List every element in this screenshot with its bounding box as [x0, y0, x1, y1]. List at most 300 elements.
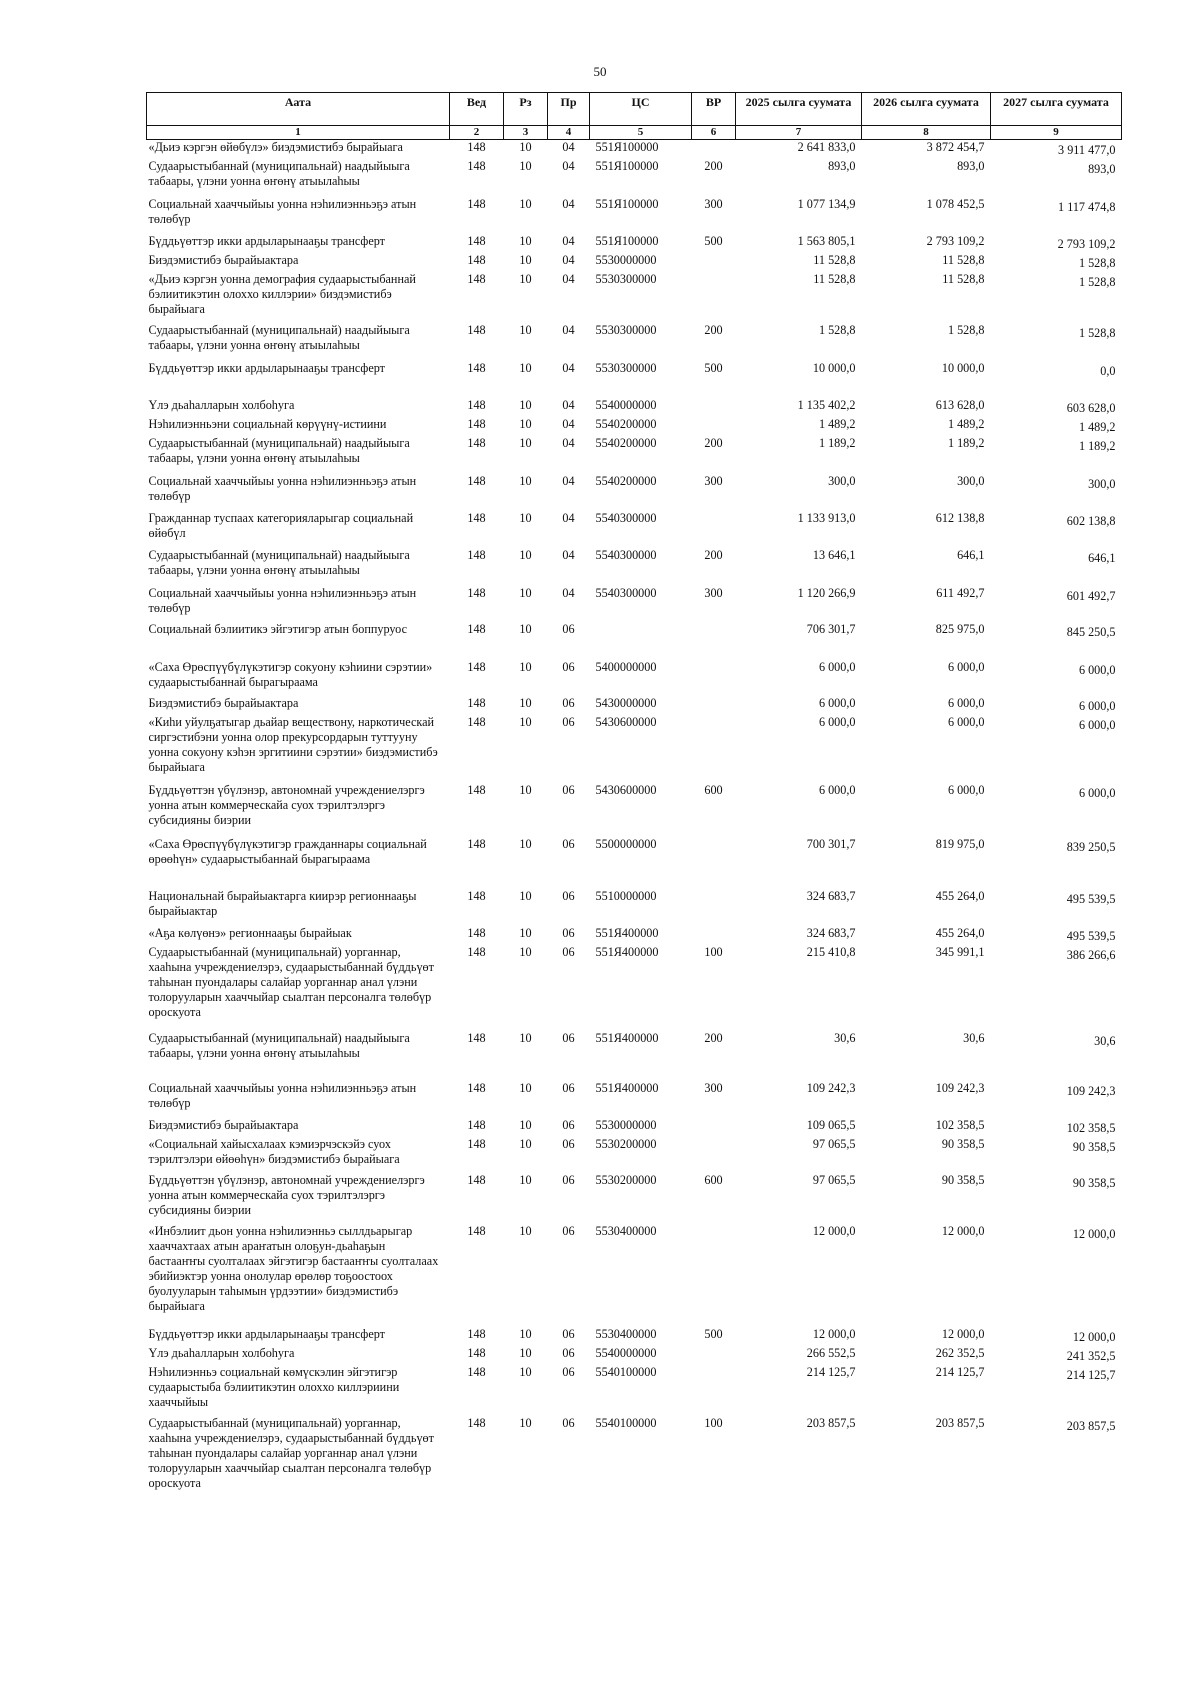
row-rz: 10	[519, 360, 532, 375]
row-ved: 148	[467, 1030, 486, 1045]
row-name: Бүддьүөттэн үбүлэнэр, автономнай учреждениелэргэ уонна атын коммерческайа суох тэрилтэлэргэ субсидияны биэрии	[148, 1172, 425, 1217]
row-amount-2025: 215 410,8	[806, 944, 856, 959]
col-number: 3	[504, 126, 548, 140]
row-vr	[692, 837, 736, 889]
column-number-row	[147, 126, 1122, 140]
row-vr	[692, 272, 736, 323]
row-vr: 200	[704, 547, 723, 562]
row-amount-2027: 241 352,5	[1066, 1348, 1116, 1363]
row-rz: 10	[519, 585, 532, 600]
row-ved: 148	[467, 695, 486, 710]
row-cs-code: 5540000000	[595, 1345, 657, 1360]
row-pr: 04	[562, 140, 575, 154]
page-number: 50	[593, 64, 607, 79]
table-row	[147, 837, 1122, 889]
row-rz: 10	[519, 888, 532, 903]
row-amount-2025: 11 528,8	[813, 271, 856, 286]
row-pr: 04	[562, 435, 575, 450]
row-amount-2025: 12 000,0	[812, 1326, 856, 1341]
row-cs-code: 551Я400000	[595, 944, 659, 959]
row-pr: 06	[562, 888, 575, 903]
table-row	[147, 1031, 1122, 1081]
row-vr: 300	[704, 196, 723, 211]
row-amount-2027: 386 266,6	[1066, 947, 1116, 962]
row-vr: 600	[704, 782, 723, 797]
table-row	[147, 417, 1122, 436]
table-row	[147, 889, 1122, 926]
row-amount-2025: 6 000,0	[818, 714, 856, 729]
row-amount-2025: 6 000,0	[818, 782, 856, 797]
row-amount-2027: 30,6	[1094, 1033, 1116, 1048]
row-rz: 10	[519, 1364, 532, 1379]
row-pr: 04	[562, 360, 575, 375]
row-vr	[692, 1137, 736, 1173]
row-pr: 06	[562, 621, 575, 636]
row-amount-2027: 602 138,8	[1066, 513, 1116, 528]
row-cs-code: 551Я400000	[595, 925, 659, 940]
row-rz: 10	[519, 1345, 532, 1360]
row-name: Гражданнар туспаах категорияларыгар социальнай өйөбүл	[148, 510, 414, 540]
row-vr	[692, 660, 736, 696]
row-name: Судаарыстыбаннай (муниципальнай) наадыйыыга табаары, үлэни уонна өҥөнү атыылаһыы	[148, 547, 410, 577]
row-amount-2025: 30,6	[834, 1030, 856, 1045]
row-pr: 06	[562, 1172, 575, 1187]
row-ved: 148	[467, 659, 486, 674]
row-amount-2027: 839 250,5	[1066, 839, 1116, 854]
row-amount-2027: 601 492,7	[1066, 588, 1116, 603]
row-vr: 200	[704, 435, 723, 450]
row-pr: 04	[562, 397, 575, 412]
row-amount-2027: 603 628,0	[1066, 400, 1116, 415]
col-number: 4	[548, 126, 590, 140]
row-amount-2027: 3 911 477,0	[1058, 143, 1116, 157]
row-cs-code: 5530400000	[595, 1223, 657, 1238]
row-rz: 10	[519, 1223, 532, 1238]
row-name: Социальнай хааччыйыы уонна нэһилиэнньэҕэ атын төлөбүр	[148, 1080, 417, 1110]
table-row	[147, 197, 1122, 234]
row-rz: 10	[519, 1326, 532, 1341]
row-amount-2027: 6 000,0	[1078, 785, 1116, 800]
col-number: 1	[147, 126, 450, 140]
row-name: Нэһилиэнньэни социальнай көрүүнү-истиини	[148, 416, 387, 431]
table-header	[147, 93, 1122, 140]
row-amount-2025: 214 125,7	[806, 1364, 856, 1379]
row-name: «Дьиэ кэргэн уонна демография судаарыстыбаннай бэлиитикэтин олоххо киллэрии» биэдэмистибэ бырайыага	[148, 271, 416, 316]
row-name: Бүддьүөттэр икки ардыларынааҕы трансферт	[148, 1326, 385, 1341]
row-vr: 200	[704, 158, 723, 173]
row-rz: 10	[519, 158, 532, 173]
row-amount-2027: 845 250,5	[1066, 624, 1116, 639]
row-pr: 06	[562, 836, 575, 851]
row-rz: 10	[519, 196, 532, 211]
row-cs-code: 5540100000	[595, 1364, 657, 1379]
row-amount-2027: 203 857,5	[1066, 1418, 1116, 1433]
row-ved: 148	[467, 473, 486, 488]
row-amount-2026: 819 975,0	[935, 836, 985, 851]
table-row	[147, 1365, 1122, 1416]
row-amount-2025: 266 552,5	[806, 1345, 856, 1360]
row-amount-2025: 1 077 134,9	[797, 196, 856, 211]
row-amount-2026: 6 000,0	[947, 714, 985, 729]
row-pr: 04	[562, 158, 575, 173]
row-ved: 148	[467, 585, 486, 600]
row-ved: 148	[467, 397, 486, 412]
row-vr: 200	[704, 322, 723, 337]
row-name: Биэдэмистибэ бырайыактара	[148, 1117, 299, 1132]
row-amount-2025: 97 065,5	[812, 1136, 856, 1151]
row-amount-2026: 12 000,0	[941, 1326, 985, 1341]
row-name: Социальнай бэлиитикэ эйгэтигэр атын боппуруос	[148, 621, 407, 636]
row-pr: 06	[562, 944, 575, 959]
row-amount-2025: 11 528,8	[813, 252, 856, 267]
row-name: Судаарыстыбаннай (муниципальнай) уорганнар, хааһына учреждениелэрэ, судаарыстыбаннай бүддьүөт таһынан пуондалары салайар уорганнар анал үлэни толорууларын хааччыйар сыалтан персоналга төлөбүр ороскуота	[148, 1415, 434, 1490]
row-amount-2025: 1 133 913,0	[797, 510, 856, 525]
row-cs-code	[590, 622, 692, 660]
row-amount-2026: 300,0	[957, 473, 985, 488]
table-row	[147, 660, 1122, 696]
row-amount-2026: 102 358,5	[935, 1117, 985, 1132]
row-cs-code: 5530400000	[595, 1326, 657, 1341]
row-pr: 06	[562, 714, 575, 729]
row-amount-2026: 10 000,0	[941, 360, 985, 375]
row-vr	[692, 253, 736, 272]
row-cs-code: 5500000000	[595, 836, 657, 851]
row-ved: 148	[467, 944, 486, 959]
row-pr: 04	[562, 322, 575, 337]
row-pr: 06	[562, 1326, 575, 1341]
row-amount-2025: 13 646,1	[812, 547, 856, 562]
row-amount-2025: 700 301,7	[806, 836, 856, 851]
row-amount-2026: 203 857,5	[935, 1415, 985, 1430]
row-name: Судаарыстыбаннай (муниципальнай) наадыйыыга табаары, үлэни уонна өҥөнү атыылаһыы	[148, 322, 410, 352]
row-rz: 10	[519, 944, 532, 959]
row-vr	[692, 1224, 736, 1327]
col-number: 6	[692, 126, 736, 140]
table-row	[147, 1173, 1122, 1224]
row-rz: 10	[519, 925, 532, 940]
row-name: Биэдэмистибэ бырайыактара	[148, 252, 299, 267]
row-cs-code: 5530300000	[595, 360, 657, 375]
row-pr: 06	[562, 1364, 575, 1379]
row-pr: 04	[562, 416, 575, 431]
row-amount-2027: 12 000,0	[1072, 1226, 1116, 1241]
table-row	[147, 1224, 1122, 1327]
row-ved: 148	[467, 925, 486, 940]
row-amount-2025: 1 528,8	[818, 322, 856, 337]
row-amount-2027: 1 528,8	[1078, 274, 1116, 289]
table-row	[147, 398, 1122, 417]
row-amount-2025: 10 000,0	[812, 360, 856, 375]
table-row	[147, 159, 1122, 197]
row-name: Социальнай хааччыйыы уонна нэһилиэнньэҕэ атын төлөбүр	[148, 196, 417, 226]
row-ved: 148	[467, 836, 486, 851]
table-body	[147, 140, 1122, 1502]
col-number: 9	[991, 126, 1122, 140]
row-amount-2026: 646,1	[957, 547, 985, 562]
row-amount-2025: 324 683,7	[806, 888, 856, 903]
row-amount-2025: 109 065,5	[806, 1117, 856, 1132]
header-vr: ВР	[692, 93, 736, 126]
row-cs-code: 5430000000	[595, 695, 657, 710]
row-ved: 148	[467, 360, 486, 375]
row-ved: 148	[467, 510, 486, 525]
row-cs-code: 5530200000	[595, 1136, 657, 1151]
row-ved: 148	[467, 1223, 486, 1238]
row-amount-2027: 109 242,3	[1066, 1083, 1116, 1098]
row-amount-2026: 612 138,8	[935, 510, 985, 525]
row-rz: 10	[519, 836, 532, 851]
row-amount-2025: 1 189,2	[818, 435, 856, 450]
row-pr: 04	[562, 252, 575, 267]
row-pr: 06	[562, 782, 575, 797]
row-amount-2025: 6 000,0	[818, 695, 856, 710]
row-name: «Аҕа көлүөнэ» регионнааҕы бырайыак	[148, 925, 352, 940]
row-amount-2026: 6 000,0	[947, 659, 985, 674]
row-ved: 148	[467, 196, 486, 211]
row-name: Судаарыстыбаннай (муниципальнай) уорганнар, хааһына учреждениелэрэ, судаарыстыбаннай бүддьүөт таһынан пуондалары салайар уорганнар анал үлэни толорууларын хааччыйар сыалтан персоналга төлөбүр ороскуота	[148, 944, 434, 1019]
row-amount-2026: 6 000,0	[947, 695, 985, 710]
row-ved: 148	[467, 1172, 486, 1187]
row-vr: 300	[704, 473, 723, 488]
row-ved: 148	[467, 271, 486, 286]
row-amount-2027: 2 793 109,2	[1057, 236, 1116, 251]
row-cs-code: 5430600000	[595, 714, 657, 729]
row-name: Судаарыстыбаннай (муниципальнай) наадыйыыга табаары, үлэни уонна өҥөнү атыылаһыы	[148, 435, 410, 465]
row-amount-2026: 6 000,0	[947, 782, 985, 797]
row-rz: 10	[519, 782, 532, 797]
col-number: 2	[450, 126, 504, 140]
row-cs-code: 551Я100000	[595, 140, 659, 154]
row-rz: 10	[519, 695, 532, 710]
row-ved: 148	[467, 158, 486, 173]
row-ved: 148	[467, 1364, 486, 1379]
row-ved: 148	[467, 782, 486, 797]
row-rz: 10	[519, 510, 532, 525]
row-pr: 04	[562, 585, 575, 600]
row-amount-2026: 214 125,7	[935, 1364, 985, 1379]
row-rz: 10	[519, 714, 532, 729]
row-amount-2025: 893,0	[828, 158, 856, 173]
row-vr	[692, 889, 736, 926]
row-rz: 10	[519, 547, 532, 562]
table-row	[147, 926, 1122, 945]
row-rz: 10	[519, 416, 532, 431]
header-ved: Вед	[450, 93, 504, 126]
row-vr: 300	[704, 1080, 723, 1095]
row-amount-2025: 6 000,0	[818, 659, 856, 674]
table-row	[147, 234, 1122, 253]
col-number: 5	[590, 126, 692, 140]
row-rz: 10	[519, 397, 532, 412]
row-amount-2025: 97 065,5	[812, 1172, 856, 1187]
col-number: 8	[862, 126, 991, 140]
row-cs-code: 551Я400000	[595, 1030, 659, 1045]
row-name: Үлэ дьаһалларын холбоһуга	[148, 397, 295, 412]
row-pr: 04	[562, 547, 575, 562]
table-row	[147, 272, 1122, 323]
row-ved: 148	[467, 416, 486, 431]
row-pr: 04	[562, 473, 575, 488]
budget-table	[146, 92, 1122, 1502]
row-ved: 148	[467, 1345, 486, 1360]
table-row	[147, 715, 1122, 783]
row-name: «Социальнай хайысхалаах кэмиэрчэскэйэ суох тэрилтэлэри өйөөһүн» биэдэмистибэ бырайыага	[148, 1136, 400, 1166]
row-pr: 04	[562, 196, 575, 211]
row-amount-2025: 12 000,0	[812, 1223, 856, 1238]
table-row	[147, 253, 1122, 272]
row-rz: 10	[519, 1030, 532, 1045]
row-name: Социальнай хааччыйыы уонна нэһилиэнньэҕэ атын төлөбүр	[148, 473, 417, 503]
row-amount-2026: 2 793 109,2	[926, 233, 985, 248]
row-vr	[692, 926, 736, 945]
row-vr: 500	[704, 1326, 723, 1341]
row-rz: 10	[519, 1172, 532, 1187]
row-amount-2027: 646,1	[1088, 550, 1116, 565]
row-cs-code: 5530000000	[595, 1117, 657, 1132]
row-amount-2027: 1 489,2	[1078, 419, 1116, 434]
header-2027: 2027 сылга суумата	[991, 93, 1122, 126]
table-row	[147, 1327, 1122, 1346]
row-cs-code: 5530200000	[595, 1172, 657, 1187]
row-amount-2026: 262 352,5	[935, 1345, 985, 1360]
row-rz: 10	[519, 322, 532, 337]
row-amount-2025: 324 683,7	[806, 925, 856, 940]
row-cs-code: 5540300000	[595, 510, 657, 525]
row-cs-code: 551Я100000	[595, 158, 659, 173]
row-vr	[692, 140, 736, 159]
row-cs-code: 5540300000	[595, 585, 657, 600]
row-amount-2027: 90 358,5	[1072, 1175, 1116, 1190]
row-cs-code: 551Я400000	[595, 1080, 659, 1095]
row-amount-2026: 11 528,8	[942, 271, 985, 286]
row-amount-2027: 102 358,5	[1066, 1120, 1116, 1135]
row-amount-2025: 706 301,7	[806, 621, 856, 636]
row-amount-2025: 1 120 266,9	[797, 585, 856, 600]
row-pr: 06	[562, 1117, 575, 1132]
table-row	[147, 436, 1122, 474]
table-row	[147, 1081, 1122, 1118]
row-amount-2026: 1 528,8	[947, 322, 985, 337]
header-row	[147, 93, 1122, 126]
table-row	[147, 783, 1122, 837]
table-row	[147, 361, 1122, 398]
row-pr: 06	[562, 1080, 575, 1095]
row-rz: 10	[519, 1117, 532, 1132]
row-ved: 148	[467, 1117, 486, 1132]
row-cs-code: 5540200000	[595, 416, 657, 431]
row-amount-2026: 1 189,2	[947, 435, 985, 450]
row-vr: 500	[704, 360, 723, 375]
row-cs-code: 551Я100000	[595, 196, 659, 211]
table-row	[147, 323, 1122, 361]
row-amount-2026: 90 358,5	[941, 1136, 985, 1151]
row-rz: 10	[519, 435, 532, 450]
row-amount-2026: 1 489,2	[947, 416, 985, 431]
row-amount-2027: 1 528,8	[1078, 255, 1116, 270]
row-name: «Саха Өрөспүүбүлүкэтигэр гражданнары социальнай өрөөһүн» судаарыстыбаннай бырагыраама	[148, 836, 427, 866]
row-vr	[692, 398, 736, 417]
row-vr	[692, 696, 736, 715]
row-amount-2027: 214 125,7	[1066, 1367, 1116, 1382]
budget-table-container	[146, 92, 1121, 1502]
row-amount-2026: 345 991,1	[935, 944, 985, 959]
row-rz: 10	[519, 1136, 532, 1151]
header-cs: ЦС	[590, 93, 692, 126]
row-vr: 200	[704, 1030, 723, 1045]
row-vr: 100	[704, 944, 723, 959]
row-amount-2026: 109 242,3	[935, 1080, 985, 1095]
row-rz: 10	[519, 1415, 532, 1430]
row-name: Бүддьүөттэр икки ардыларынааҕы трансферт	[148, 360, 385, 375]
row-amount-2026: 611 492,7	[936, 585, 985, 600]
row-cs-code: 5540100000	[595, 1415, 657, 1430]
row-amount-2025: 1 135 402,2	[797, 397, 856, 412]
table-row	[147, 474, 1122, 511]
row-pr: 04	[562, 233, 575, 248]
row-name: Судаарыстыбаннай (муниципальнай) наадыйыыга табаары, үлэни уонна өҥөнү атыылаһыы	[148, 158, 410, 188]
row-cs-code: 5430600000	[595, 782, 657, 797]
row-cs-code: 5400000000	[595, 659, 657, 674]
row-vr	[692, 1346, 736, 1365]
row-amount-2025: 300,0	[828, 473, 856, 488]
row-name: «Дьиэ кэргэн өйөбүлэ» биэдэмистибэ бырайыага	[148, 140, 403, 154]
row-amount-2026: 1 078 452,5	[926, 196, 985, 211]
row-ved: 148	[467, 547, 486, 562]
row-name: Социальнай хааччыйыы уонна нэһилиэнньэҕэ атын төлөбүр	[148, 585, 417, 615]
row-amount-2025: 203 857,5	[806, 1415, 856, 1430]
row-amount-2027: 1 189,2	[1078, 438, 1116, 453]
row-rz: 10	[519, 271, 532, 286]
row-ved: 148	[467, 140, 486, 154]
row-ved: 148	[467, 322, 486, 337]
row-pr: 06	[562, 1030, 575, 1045]
row-ved: 148	[467, 233, 486, 248]
row-amount-2027: 1 117 474,8	[1058, 199, 1116, 214]
row-amount-2027: 300,0	[1088, 476, 1116, 491]
table-row	[147, 696, 1122, 715]
row-pr: 06	[562, 1345, 575, 1360]
row-vr: 100	[704, 1415, 723, 1430]
row-pr: 06	[562, 659, 575, 674]
row-amount-2027: 1 528,8	[1078, 325, 1116, 340]
header-2025: 2025 сылга суумата	[736, 93, 862, 126]
row-amount-2026: 455 264,0	[935, 888, 985, 903]
row-amount-2026: 825 975,0	[935, 621, 985, 636]
row-cs-code: 5530300000	[595, 322, 657, 337]
row-vr	[692, 1365, 736, 1416]
row-ved: 148	[467, 888, 486, 903]
row-amount-2027: 6 000,0	[1078, 698, 1116, 713]
row-vr	[692, 715, 736, 783]
row-name: Үлэ дьаһалларын холбоһуга	[148, 1345, 295, 1360]
row-amount-2026: 893,0	[957, 158, 985, 173]
row-vr: 600	[704, 1172, 723, 1187]
row-amount-2026: 11 528,8	[942, 252, 985, 267]
header-2026: 2026 сылга суумата	[862, 93, 991, 126]
row-amount-2026: 455 264,0	[935, 925, 985, 940]
table-row	[147, 1416, 1122, 1502]
header-pr: Пр	[548, 93, 590, 126]
row-cs-code: 5530000000	[595, 252, 657, 267]
table-row	[147, 1346, 1122, 1365]
row-name: Судаарыстыбаннай (муниципальнай) наадыйыыга табаары, үлэни уонна өҥөнү атыылаһыы	[148, 1030, 410, 1060]
row-pr: 06	[562, 925, 575, 940]
row-pr: 06	[562, 1136, 575, 1151]
row-ved: 148	[467, 252, 486, 267]
row-pr: 06	[562, 1223, 575, 1238]
row-rz: 10	[519, 473, 532, 488]
row-rz: 10	[519, 252, 532, 267]
